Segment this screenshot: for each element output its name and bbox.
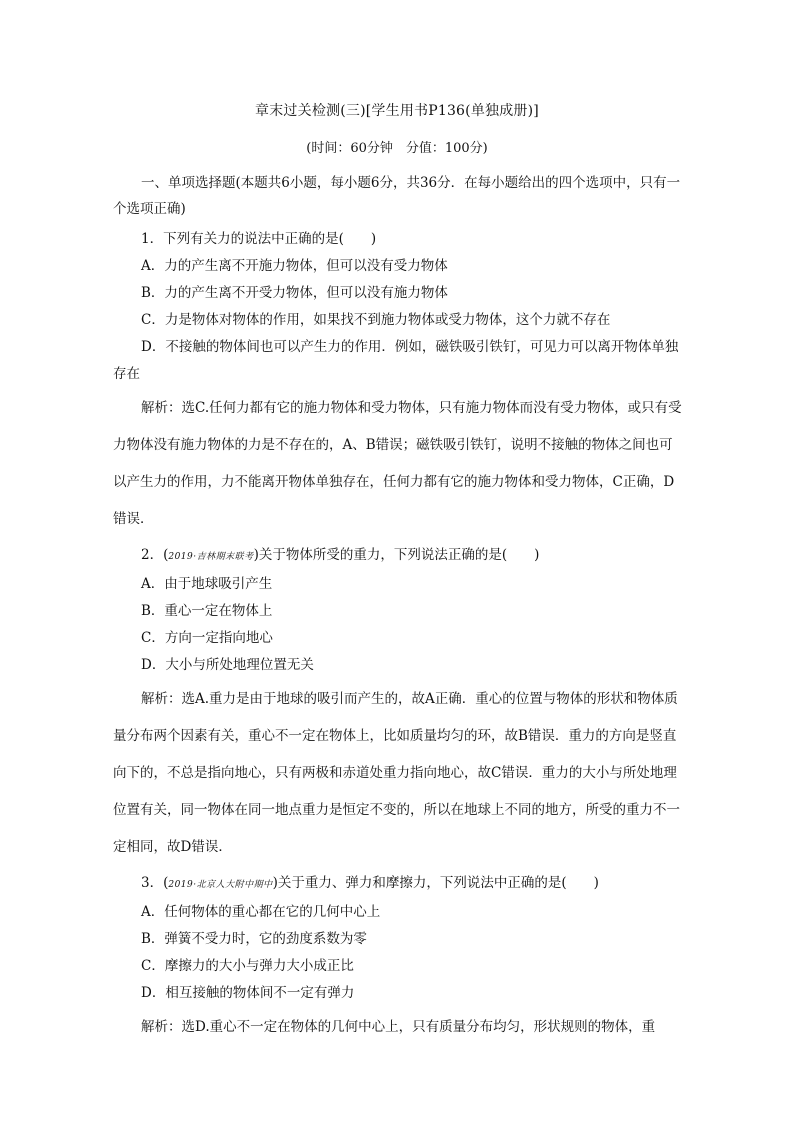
question-2-stem (113, 542, 683, 571)
question-3-option-b: B．弹簧不受力时，它的劲度系数为零 (141, 931, 367, 947)
question-2-analysis: 解析：选A.重力是由于地球的吸引而产生的，故A正确．重心的位置与物体的形状和物体质量分布两个因素有关，重心不一定在物体上，比如质量均匀的环，故B错误．重力的方向是竖直向下的，不总是指向地心，只有两极和赤道处重力指向地心，故C错误．重力的大小与所处地理位置有关，同一物体在同一地点重力是恒定不变的，所以在地球上不同的地方，所受的重力不一定相同，故D错误． (113, 691, 680, 855)
question-3-option-d: D．相互接触的物体间不一定有弹力 (141, 985, 355, 1001)
content (113, 170, 683, 1046)
question-3-stem-prefix: 3．( (141, 875, 169, 891)
question-2-stem-suffix: )关于物体所受的重力，下列说法正确的是( ) (253, 547, 540, 563)
question-1-option-c: C．力是物体对物体的作用，如果找不到施力物体或受力物体，这个力就不存在 (141, 312, 611, 328)
question-1-stem: 1．下列有关力的说法中正确的是( ) (141, 231, 377, 247)
question-2-option-c: C．方向一定指向地心 (141, 630, 273, 646)
section-heading: 一、单项选择题(本题共6小题，每小题6分，共36分．在每小题给出的四个选项中，只有一个选项正确) (113, 175, 681, 217)
question-1-analysis: 解析：选C.任何力都有它的施力物体和受力物体，只有施力物体而没有受力物体，或只有受力物体没有施力物体的力是不存在的，A、B错误；磁铁吸引铁钉，说明不接触的物体之间也可以产生力的作用，力不能离开物体单独存在，任何力都有它的施力物体和受力物体，C正确，D错误． (113, 400, 682, 527)
page-subtitle: (时间：60分钟 分值：100分) (306, 141, 488, 156)
question-2-option-a: A．由于地球吸引产生 (141, 576, 273, 592)
question-3-option-c: C．摩擦力的大小与弹力大小成正比 (141, 958, 354, 974)
page-title: 章末过关检测(三)[学生用书P136(单独成册)] (255, 103, 539, 119)
question-3-option-a: A．任何物体的重心都在它的几何中心上 (141, 904, 381, 920)
question-3-stem (113, 870, 683, 899)
question-2-option-d: D．大小与所处地理位置无关 (141, 657, 314, 673)
question-3-analysis: 解析：选D.重心不一定在物体的几何中心上，只有质量分布均匀，形状规则的物体，重 (141, 1019, 656, 1035)
question-3-source-tag: 2019·北京人大附中期中 (168, 880, 273, 890)
question-3-stem-suffix: )关于重力、弹力和摩擦力，下列说法中正确的是( ) (272, 875, 599, 891)
question-2-option-b: B．重心一定在物体上 (141, 603, 273, 619)
question-2-source-tag: 2019·吉林期末联考 (168, 552, 254, 562)
question-1-option-b: B．力的产生离不开受力物体，但可以没有施力物体 (141, 285, 448, 301)
question-1-option-a: A．力的产生离不开施力物体，但可以没有受力物体 (141, 258, 448, 274)
question-2-stem-prefix: 2．( (141, 547, 169, 563)
question-1-option-d: D．不接触的物体间也可以产生力的作用．例如，磁铁吸引铁钉，可见力可以离开物体单独存在 (113, 339, 679, 382)
